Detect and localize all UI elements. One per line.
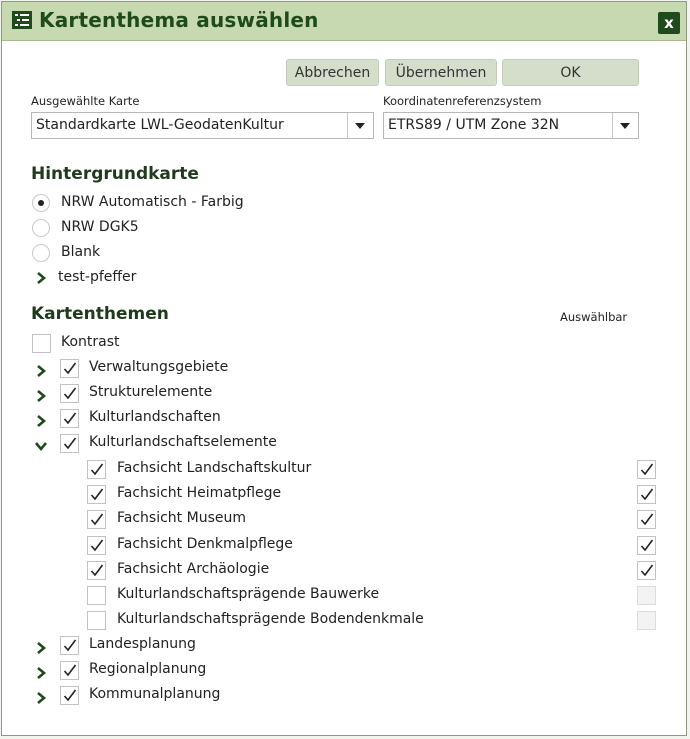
crs-select-value: ETRS89 / UTM Zone 32N [388,117,560,133]
theme-checkbox[interactable] [60,434,79,453]
selectable-checkbox [637,586,656,605]
chevron-right-icon[interactable] [35,692,47,704]
selectable-checkbox[interactable] [637,460,656,479]
map-select[interactable] [31,112,374,139]
chevron-right-icon[interactable] [35,390,47,402]
contrast-label[interactable]: Kontrast [61,334,120,350]
radio-label[interactable]: Blank [61,244,101,260]
radio-nrw-dgk5[interactable] [32,219,50,237]
subtheme-label[interactable]: Fachsicht Archäologie [117,560,270,577]
selectable-checkbox [637,611,656,630]
theme-checkbox[interactable] [60,686,79,705]
close-button[interactable]: x [658,12,680,34]
theme-checkbox[interactable] [60,359,79,378]
subtheme-label[interactable]: Kulturlandschaftsprägende Bauwerke [117,586,380,602]
selectable-checkbox[interactable] [637,485,656,504]
subtheme-label[interactable]: Fachsicht Museum [117,510,246,527]
background-heading: Hintergrundkarte [31,164,199,184]
subtheme-checkbox[interactable] [87,510,106,529]
group-test-pfeffer[interactable]: test-pfeffer [58,269,137,285]
cancel-button[interactable]: Abbrechen [286,59,379,86]
theme-label[interactable]: Regionalplanung [89,661,207,677]
subtheme-checkbox[interactable] [87,586,106,605]
selectable-checkbox[interactable] [637,536,656,555]
ok-button[interactable]: OK [502,59,639,86]
theme-checkbox[interactable] [60,384,79,403]
subtheme-checkbox[interactable] [87,485,106,504]
map-select-value: Standardkarte LWL-GeodatenKultur [36,117,284,133]
dialog-title: Kartenthema auswählen [39,8,319,32]
chevron-down-icon[interactable] [612,113,638,138]
subtheme-checkbox[interactable] [87,536,106,555]
theme-checkbox[interactable] [60,636,79,655]
subtheme-checkbox[interactable] [87,611,106,630]
theme-label[interactable]: Kulturlandschaften [89,409,221,425]
subtheme-label[interactable]: Fachsicht Heimatpflege [117,485,282,502]
theme-label[interactable]: Kommunalplanung [89,686,221,702]
theme-label[interactable]: Kulturlandschaftselemente [89,434,277,450]
apply-button[interactable]: Übernehmen [385,59,497,86]
selectable-checkbox[interactable] [637,561,656,580]
chevron-down-icon[interactable] [35,440,47,452]
radio-nrw-automatisch[interactable] [32,194,50,212]
subtheme-label[interactable]: Kulturlandschaftsprägende Bodendenkmale [117,611,424,628]
theme-checkbox[interactable] [60,661,79,680]
theme-label[interactable]: Verwaltungsgebiete [89,359,229,375]
crs-select[interactable] [383,112,639,139]
list-menu-icon[interactable] [12,11,32,29]
subtheme-label[interactable]: Fachsicht Denkmalpflege [117,535,293,552]
chevron-right-icon[interactable] [35,365,47,377]
subtheme-checkbox[interactable] [87,460,106,479]
radio-label[interactable]: NRW Automatisch - Farbig [61,194,244,210]
chevron-right-icon[interactable] [35,272,47,284]
chevron-down-icon[interactable] [347,113,373,138]
theme-checkbox[interactable] [60,409,79,428]
theme-label[interactable]: Landesplanung [89,636,196,652]
map-select-label: Ausgewählte Karte [31,94,140,108]
themes-heading: Kartenthemen [31,304,169,324]
selectable-column-header: Auswählbar [560,310,628,324]
subtheme-label[interactable]: Fachsicht Landschaftskultur [117,460,312,476]
selectable-checkbox[interactable] [637,510,656,529]
subtheme-checkbox[interactable] [87,561,106,580]
radio-blank[interactable] [32,244,50,262]
chevron-right-icon[interactable] [35,642,47,654]
chevron-right-icon[interactable] [35,415,47,427]
theme-label[interactable]: Strukturelemente [89,384,213,400]
chevron-right-icon[interactable] [35,667,47,679]
theme-dialog [1,1,687,736]
crs-select-label: Koordinatenreferenzsystem [383,94,542,108]
contrast-checkbox[interactable] [32,334,51,353]
radio-label[interactable]: NRW DGK5 [61,219,139,235]
dialog-titlebar[interactable] [2,2,686,41]
